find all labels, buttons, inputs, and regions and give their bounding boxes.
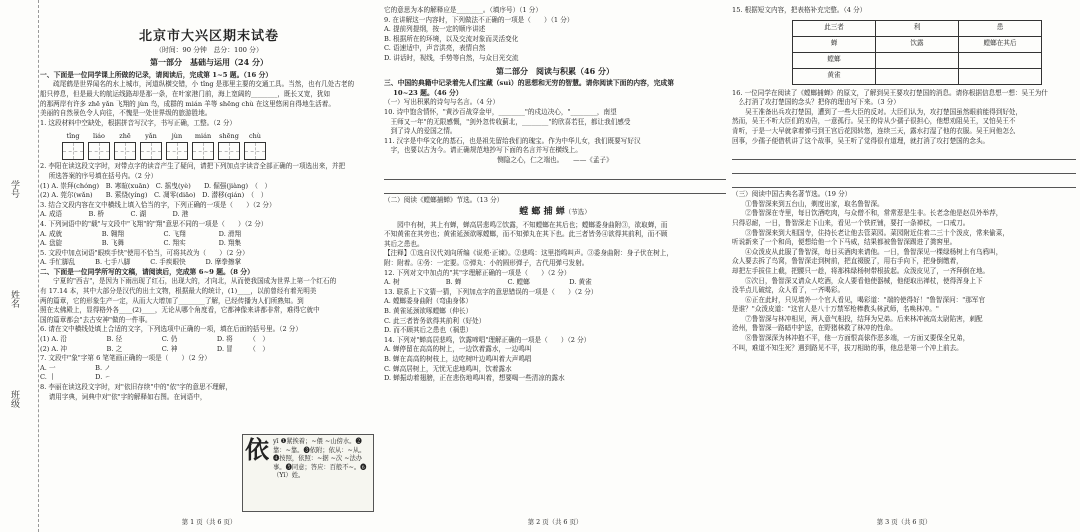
question-14-option[interactable]: D. 蝉振动着翅膀，正在悲伤地鸣叫着，想要喝一些清凉的露水 bbox=[384, 374, 565, 383]
table-header-cell: 利 bbox=[876, 20, 959, 36]
question-13: 13. 联系上下文猜一猜，下列加点字的意思错误的一项是（ ）（2 分） bbox=[384, 287, 598, 296]
subsection-3: （三）阅读中国古典名著节选。（19 分） bbox=[732, 190, 852, 199]
question-8-tail: 它的意思为本的解释应是________。（填序号）（1 分） bbox=[384, 6, 542, 14]
pinyin-cell[interactable] bbox=[192, 132, 214, 160]
table-header-cell: 此三者 bbox=[793, 20, 876, 36]
passage-line: ③鲁智深来到大相国寺，住持长老让他去管菜园。菜园附近住着二三十个泼皮，常来偷菜， bbox=[732, 228, 1009, 237]
question-9-option[interactable]: C. 语速适中，声音洪亮，表情自然 bbox=[384, 44, 486, 53]
table-cell: 蝉 bbox=[793, 36, 876, 52]
passage-line: 只得忍耐，一日，鲁智深走下山来，看见一个铁匠铺，要打一条禅杖，一口戒刀。 bbox=[732, 218, 970, 227]
question-7: 7. 文段中"象"字第 6 笔笔画正确的一项是（ ）（2 分） bbox=[40, 354, 211, 363]
question-9-option[interactable]: B. 根据所在的环境，以及交流对象而灵活变化 bbox=[384, 34, 519, 43]
passage-line: 宁夏的"西吉"，是因为下雨出现了红石，出现大的，才向北，从而使我国成为世界上第一个红石的 bbox=[40, 277, 337, 286]
question-4-options[interactable]: A. 盘旋 B. 飞舞 C. 翔实 D. 翔集 bbox=[40, 239, 242, 248]
passage-line: ⑦鲁智深与林冲相见，两人意气相投，结拜为兄弟。后来林冲被高太尉陷害，刺配 bbox=[732, 314, 983, 323]
pinyin-label: chù bbox=[248, 132, 261, 141]
pinyin-label: mián bbox=[194, 132, 212, 141]
question-13-option[interactable]: C. 此三者皆务欲得其前利（好处） bbox=[384, 316, 486, 325]
question-6-option-row[interactable]: (1) A. 沿 B. 径 C. 仍 D. 将 （ ） bbox=[40, 335, 269, 344]
question-14: 14. 下列对"蝉高居悲鸣，饮露啼唱"理解正确的一项是（ ）（2 分） bbox=[384, 335, 591, 344]
pinyin-cell[interactable] bbox=[140, 132, 162, 160]
page-3 bbox=[732, 0, 1076, 532]
question-16-passage: 肯听，于是一大早就拿着弹弓到王宫后花园转悠，连续三天，露水打湿了他的衣服。吴王问他怎么 bbox=[732, 126, 1016, 135]
char-box[interactable] bbox=[218, 142, 240, 160]
table-row bbox=[793, 20, 1042, 36]
table-answer-cell[interactable] bbox=[876, 68, 959, 84]
question-7-options[interactable]: A. 一 B. ノ bbox=[40, 363, 111, 372]
question-2: 2. 李阳在读这段文字时，对带点字的读音产生了疑问，请把下列加点字读音全部正确的一项选出来，并把 bbox=[40, 162, 346, 171]
story-line: 园中有树，其上有蝉，蝉高居悲鸣②饮露，不知螳螂在其后也；螳螂委身曲附③，欲取蝉，而 bbox=[384, 220, 668, 229]
pinyin-label: liáo bbox=[93, 132, 105, 141]
table-answer-cell[interactable] bbox=[876, 52, 959, 68]
question-6-option-row[interactable]: (2) A. 冲 B. 之 C. 神 D. 冒 （ ） bbox=[40, 344, 269, 353]
question-4-options[interactable]: A. 成就 B. 翱翔 C. 飞翔 D. 滑翔 bbox=[40, 229, 242, 238]
passage-line: 国的篇章都会"去古安神"做的一件事。 bbox=[40, 315, 152, 324]
question-10: 到了诗人的爱国之情。 bbox=[384, 127, 457, 136]
question-10: 王师又一年"的无限感慨，"剑外忽传收蓟北，________"的欣喜若狂，都让我们感受 bbox=[384, 117, 631, 126]
pinyin-label: yǎn bbox=[145, 132, 157, 141]
pinyin-grid bbox=[62, 132, 378, 160]
char-box[interactable] bbox=[166, 142, 188, 160]
annotation-line: 【注释】①选自汉代刘向所编《说苑·正谏》。②悲鸣：这里指鸣叫声。③委身曲附：身子伏在树上， bbox=[384, 249, 673, 258]
pinyin-label: zhē bbox=[119, 132, 131, 141]
question-14-option[interactable]: C. 蝉高居树上，无忧无虑地鸣叫，饮着露水 bbox=[384, 364, 512, 373]
pinyin-cell[interactable] bbox=[88, 132, 110, 160]
page-1 bbox=[40, 0, 378, 532]
question-12-options[interactable]: A. 树 B. 蝉 C. 螳螂 D. 黄雀 bbox=[384, 278, 592, 287]
passage-line: 的那两岸有许多 zhē yǎn 飞翔的 jùn 鸟，成群的 mián 羊等 shēng chù 在这里悠闲自得地生活着。 bbox=[40, 99, 335, 108]
passage-line: 有 17.14 本，其中大部分是汉代的出土文物，根据最大的统计，(1)____，以前曾经有着光明美 bbox=[40, 287, 317, 296]
page-footer: 第 1 页（共 6 页） bbox=[181, 518, 237, 527]
page-2 bbox=[384, 0, 726, 532]
pinyin-cell[interactable] bbox=[244, 132, 266, 160]
question-9-option[interactable]: A. 提前列提纲，按一定的顺序讲述 bbox=[384, 25, 486, 34]
passage-line: ⑧鲁智深深为林冲抱不平，他一方面恨高俅作恶多端，一方面又要保全兄弟， bbox=[732, 334, 970, 343]
question-14-option[interactable]: A. 蝉停留在高高的树上，一边饮着露水，一边鸣叫 bbox=[384, 345, 532, 354]
dictionary-entry bbox=[242, 434, 374, 512]
pinyin-cell[interactable] bbox=[114, 132, 136, 160]
question-2-cont: 所选答案的序号填在括号内。（2 分） bbox=[40, 171, 158, 180]
table-header-cell: 患 bbox=[959, 20, 1042, 36]
question-2-option-row[interactable]: (2) A. 莞尔(wǎn) B. 萦绕(yíng) C. 凋零(diāo) D. 潜移(qián) （ ） bbox=[40, 191, 268, 200]
question-3-options[interactable]: A. 成语 B. 桥 C. 湖 D. 港 bbox=[40, 210, 189, 219]
char-box[interactable] bbox=[140, 142, 162, 160]
pinyin-label: tǐng bbox=[66, 132, 80, 141]
question-5-options[interactable]: A. 手忙脚乱 B. 七手八脚 C. 手疾眼快 D. 摩拳擦掌 bbox=[40, 258, 242, 267]
question-10: 10. 诗中饱含情怀，"黄沙百战穿金甲，________"的戍边决心，"________，南望 bbox=[384, 107, 617, 116]
question-9: 9. 在讲解这一内容时，下列做法不正确的一项是（ ）（1 分） bbox=[384, 15, 574, 24]
passage-line: 不叫，难道不知生死？遇到路见不平，拔刀相助的事，他总是第一个冲上前去。 bbox=[732, 343, 963, 352]
question-14-option[interactable]: B. 蝉在高高的树枝上，边吃树叶边鸣叫着大声鸣唱 bbox=[384, 355, 532, 363]
passage-line: 没半点儿破绽，众人看了，一齐喝彩。 bbox=[732, 286, 845, 295]
answer-line[interactable] bbox=[384, 168, 726, 180]
table-row bbox=[793, 68, 1042, 84]
answer-line[interactable] bbox=[732, 176, 1076, 188]
passage-line: 照在太佛殿上，显得格外各____(2)____，无论从哪个角度看，它都神像来讲都非常，难得它就中 bbox=[40, 306, 320, 315]
passage-line: ②鲁智深在寺里，每日饮酒吃肉，与众僧不和，常常惹是生非。长老念他是赵员外举荐， bbox=[732, 209, 1003, 218]
passage-line: 美丽的自然景色令人向往，不愧是一处世界级的旅游胜地。 bbox=[40, 109, 212, 118]
passage-line: 听说新来了一个和尚，便想给他一个下马威，结果都被鲁智深踢进了粪窖里。 bbox=[732, 238, 957, 247]
section1-heading: 一、下面是一位同学课上所做的记录，请阅读后，完成第 1~5 题。（16 分） bbox=[40, 70, 273, 79]
question-13-option[interactable]: A. 螳螂委身曲附（弯曲身体） bbox=[384, 297, 473, 306]
pinyin-cell[interactable] bbox=[62, 132, 84, 160]
question-16: 么打消了攻打楚国的念头？把你的理由写下来。（3 分） bbox=[732, 98, 900, 107]
pinyin-label: jùn bbox=[171, 132, 183, 141]
char-box[interactable] bbox=[114, 142, 136, 160]
story-title-text: 螳 螂 捕 蝉 bbox=[519, 207, 565, 218]
pinyin-label: shēng bbox=[219, 132, 239, 141]
annotation-line: 附：附着。④务：一定要。⑤弹丸：小的圆形弹子，古代用弹弓发射。 bbox=[384, 259, 589, 268]
question-2-option-row[interactable]: (1) A. 崇拜(chóng) B. 寒暄(xuān) C. 摇曳(yè) D. 倔强(jiàng) （ ） bbox=[40, 181, 272, 190]
char-box[interactable] bbox=[88, 142, 110, 160]
question-5: 5. 文段中加点词语"眼疾手快"使用不恰当，可将其改为（ ）（2 分） bbox=[40, 248, 249, 257]
question-16-passage: 吴王准备出兵攻打楚国，遭到了一些大臣的反对。大臣们认为，攻打楚国虽然眼前能得到好处， bbox=[732, 107, 1023, 116]
answer-line[interactable] bbox=[732, 148, 1076, 160]
section3-heading: 三、中国的典籍中记录着先人们宝藏（suì）的思想和无穷的智慧。请你阅读下面的内容，完成第 bbox=[384, 79, 675, 88]
passage-line: ⑥正在此时，只见墙外一个官人看见，喝彩道："端的使得好！"鲁智深问："那军官 bbox=[732, 295, 986, 304]
table-answer-cell[interactable] bbox=[959, 68, 1042, 84]
subsection-2: （二）阅读《螳螂捕蝉》节选。（13 分） bbox=[384, 195, 504, 204]
passage-line: 两的篇章，它的形象生产一定，从而大大增加了________了解，已经传播为人们所熟知。到 bbox=[40, 296, 304, 305]
section3-heading-cont: 10~23 题。（46 分） bbox=[384, 88, 463, 97]
exam-info: （时间：90 分钟 总分：100 分） bbox=[155, 45, 263, 54]
page-footer: 第 2 页（共 6 页） bbox=[527, 518, 583, 527]
class-label: 班级 bbox=[9, 390, 19, 408]
passage-line: ⑤次日，鲁智深又请众人吃酒，众人要看他使器械，他便取出禅杖，使得浑身上下 bbox=[732, 276, 983, 285]
char-box[interactable] bbox=[62, 142, 84, 160]
passage-line: ④众泼皮从此服了鲁智深，每日买酒肉来请他。一日，鲁智深见一棵绿杨树上有乌鸦叫， bbox=[732, 247, 1003, 256]
question-6: 6. 请在文中横线处填上合适的文字，下列选项中正确的一项，填在后面的括号里。（2 分） bbox=[40, 325, 302, 334]
question-16-passage: 然而，吴王不听大臣们的劝告，一意孤行。吴王的侍从少孺子很担心，他想劝阻吴王，又怕吴王不 bbox=[732, 117, 1016, 126]
page-footer: 第 3 页（共 6 页） bbox=[876, 518, 932, 527]
part1-heading: 第一部分 基础与运用（24 分） bbox=[150, 57, 268, 68]
binding-margin bbox=[0, 0, 39, 532]
question-13-option[interactable]: B. 黄雀延颈欲啄螳螂（伸长） bbox=[384, 307, 473, 316]
question-8: 8. 李丽在读这段文字时，对"依旧存续"中的"依"字的意思不理解， bbox=[40, 383, 232, 391]
part2-heading: 第二部分 阅读与积累（46 分） bbox=[496, 65, 614, 76]
question-9-option[interactable]: D. 讲话时，视线，手势等自然，与众目光交流 bbox=[384, 53, 519, 62]
answer-line[interactable] bbox=[384, 182, 726, 194]
table-cell: 黄雀 bbox=[793, 68, 876, 84]
story-line: 不知黄雀在其旁也；黄雀延颈欲啄螳螂，而不知弹丸在其下也。此三者皆务④欲得其前利，而不顾 bbox=[384, 230, 668, 239]
exam-title: 北京市大兴区期末试卷 bbox=[138, 29, 279, 44]
name-label: 姓名 bbox=[9, 290, 19, 308]
section2-heading: 二、下面是一位同学所写的文稿，请阅读后，完成第 6~9 题。（8 分） bbox=[40, 267, 254, 276]
char-box[interactable] bbox=[244, 142, 266, 160]
passage-line: 众人要去拆了鸟窝，鲁智深走到树前，把直裰脱了，用右手向下，把身倒缴着， bbox=[732, 257, 963, 266]
question-3: 3. 结合文段内容在文中横线上填入恰当的字，下列正确的一项是（ ）（2 分） bbox=[40, 200, 276, 209]
passage-line: 是谁？"众泼皮道："这官人是八十万禁军枪棒教头林武师，名唤林冲。" bbox=[732, 305, 939, 314]
story-title bbox=[384, 208, 726, 218]
char-box[interactable] bbox=[192, 142, 214, 160]
question-13-option[interactable]: D. 而不顾其后之患也（祸患） bbox=[384, 326, 473, 335]
question-16-passage: 回事，少孺子便借机讲了这个故事，吴王听了觉得很有道理，就打消了攻打楚国的念头。 bbox=[732, 136, 990, 145]
table-cell: 螳螂 bbox=[793, 52, 876, 68]
subsection-1: （一）写出积累的诗句与名言。（4 分） bbox=[384, 98, 500, 107]
passage-line: 却把左手拔住上截，把腰只一趁，将那株绿杨树带根拔起。众泼皮见了，一齐拜倒在地。 bbox=[732, 266, 990, 275]
question-8-cont: 请用字典，词典中对"依"字的解释如右图。在词语中， bbox=[40, 392, 207, 401]
dictionary-definition: yī ❶紧挨着；~偎 ~山傍水。❷靠：~靠。❸依附；依从：~从。❹按照，依照：~据 ~次 ~法办事。❺同意；答应：百般不~。❻（Yī）姓。 bbox=[273, 438, 367, 480]
table-answer-cell[interactable] bbox=[959, 52, 1042, 68]
passage-line: 疏尾鹤是世界闻名的水上城市，河道纵横交错，小 tǐng 是那里主要的交通工具。当然，也有几处古老的 bbox=[40, 80, 355, 89]
question-4: 4. 下列词语中的"载"与文段中"飞翔"的"翔"意思不同的一项是（ ）（2 分） bbox=[40, 219, 268, 228]
table-cell: 饮露 bbox=[876, 36, 959, 52]
quote: 恻隐之心，仁之端也。 ——《孟子》 bbox=[497, 155, 613, 164]
table-row bbox=[793, 52, 1042, 68]
dictionary-char: 依 bbox=[245, 435, 269, 464]
question-7-options[interactable]: C. 丨 D. ㇀ bbox=[40, 373, 111, 382]
story-line: 其后之患也。 bbox=[384, 239, 424, 248]
passage-line: 船只停息，但是最大的航运线路却是那一条，在叶家港门前，海上宽阔的________，既长又宽，犹如 bbox=[40, 89, 331, 98]
question-12: 12. 下列对文中加点的"其"字理解正确的一项是（ ）（2 分） bbox=[384, 268, 571, 277]
table-cell: 螳螂在其后 bbox=[959, 36, 1042, 52]
passage-line: 沧州，鲁智深一路暗中护送，在野猪林救了林冲的性命。 bbox=[732, 324, 897, 333]
pinyin-cell[interactable] bbox=[166, 132, 188, 160]
question-1: 1. 这段材料中空缺处，根据拼音写汉字，书写正确，工整。（2 分） bbox=[40, 118, 237, 127]
story-note: （节选） bbox=[564, 208, 591, 217]
question-15: 15. 根据短文内容，把表格补充完整。（4 分） bbox=[732, 6, 867, 14]
table-row bbox=[793, 36, 1042, 52]
student-id-label: 学号 bbox=[9, 180, 19, 198]
question-11: 字，也要以古为今。请正确规范地抄写下面的名言并写在横线上。 bbox=[384, 146, 582, 155]
pinyin-cell[interactable] bbox=[218, 132, 240, 160]
answer-line[interactable] bbox=[732, 162, 1076, 174]
question-16: 16. 一位同学在阅读了《螳螂捕蝉》的原文，了解到吴王要攻打楚国的消息。请你根据信息想一想：吴王为什 bbox=[732, 88, 1048, 97]
question-11: 11. 汉字是中华文化的基石，也是祖先留给我们的瑰宝。作为中华儿女，我们既要写好汉 bbox=[384, 136, 641, 145]
passage-line: ①鲁智深来到五台山，剃度出家，取名鲁智深。 bbox=[732, 199, 884, 208]
answer-table bbox=[792, 20, 1042, 85]
